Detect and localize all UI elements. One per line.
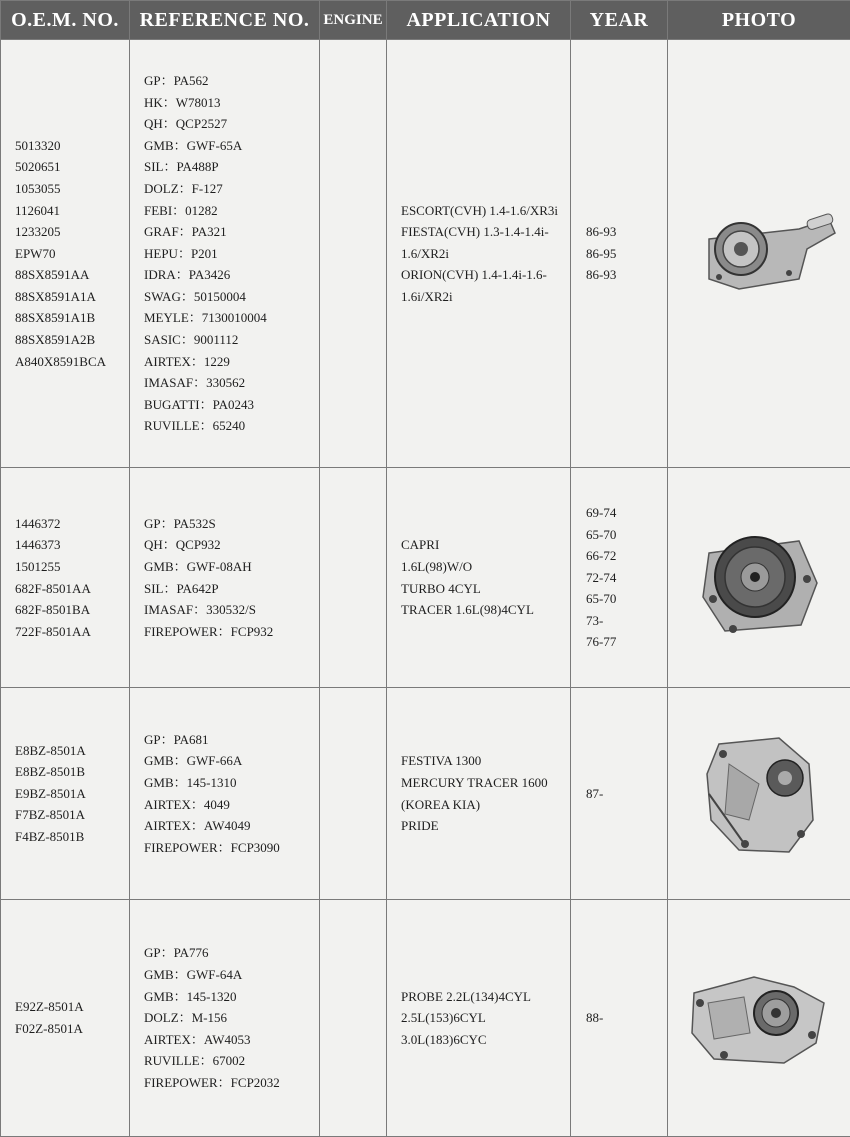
header-oem: O.E.M. NO. xyxy=(1,1,130,40)
application-text: FESTIVA 1300 xyxy=(401,750,564,772)
reference-cell xyxy=(130,688,320,900)
oem-number: 1233205 xyxy=(15,221,129,243)
engine-cell xyxy=(320,688,387,900)
reference-number: IMASAF：330532/S xyxy=(144,599,319,621)
reference-number: MEYLE：7130010004 xyxy=(144,307,319,329)
year-range: 66-72 xyxy=(586,545,667,567)
oem-number: E8BZ-8501B xyxy=(15,761,129,783)
reference-number: AIRTEX：AW4049 xyxy=(144,815,319,837)
application-text: TRACER 1.6L(98)4CYL xyxy=(401,599,564,621)
oem-number: 5013320 xyxy=(15,135,129,157)
application-text: 3.0L(183)6CYC xyxy=(401,1029,564,1051)
reference-number: DOLZ：F-127 xyxy=(144,178,319,200)
application-text: MERCURY TRACER 1600 xyxy=(401,772,564,794)
reference-number: GP：PA532S xyxy=(144,513,319,535)
reference-cell xyxy=(130,900,320,1137)
application-text: 1.6L(98)W/O xyxy=(401,556,564,578)
oem-number: E9BZ-8501A xyxy=(15,783,129,805)
reference-number: SIL：PA642P xyxy=(144,578,319,600)
year-cell xyxy=(571,900,668,1137)
oem-number: 88SX8591A2B xyxy=(15,329,129,351)
oem-cell xyxy=(1,688,130,900)
reference-number: GMB：GWF-64A xyxy=(144,964,319,986)
reference-cell xyxy=(130,40,320,468)
application-text: (KOREA KIA) xyxy=(401,794,564,816)
water-pump-photo-1 xyxy=(679,199,839,309)
reference-cell xyxy=(130,468,320,688)
year-cell xyxy=(571,688,668,900)
year-range: 86-93 xyxy=(586,264,667,286)
oem-number: F7BZ-8501A xyxy=(15,804,129,826)
photo-cell xyxy=(668,900,850,1137)
oem-number: 682F-8501BA xyxy=(15,599,129,621)
year-range: 73- xyxy=(586,610,667,632)
table-row xyxy=(1,900,850,1137)
oem-cell xyxy=(1,900,130,1137)
application-text: ORION(CVH) 1.4-1.4i-1.6-1.6i/XR2i xyxy=(401,264,564,307)
oem-number: 88SX8591A1B xyxy=(15,307,129,329)
header-year: YEAR xyxy=(571,1,668,40)
reference-number: SWAG：50150004 xyxy=(144,286,319,308)
reference-number: RUVILLE：65240 xyxy=(144,415,319,437)
reference-number: BUGATTI：PA0243 xyxy=(144,394,319,416)
engine-cell xyxy=(320,468,387,688)
reference-number: GMB：145-1320 xyxy=(144,986,319,1008)
year-cell xyxy=(571,468,668,688)
oem-number: 1446372 xyxy=(15,513,129,535)
application-cell xyxy=(387,468,571,688)
table-row xyxy=(1,40,850,468)
oem-cell xyxy=(1,40,130,468)
year-range: 65-70 xyxy=(586,588,667,610)
oem-number: 722F-8501AA xyxy=(15,621,129,643)
oem-number: 88SX8591A1A xyxy=(15,286,129,308)
oem-number: 1126041 xyxy=(15,200,129,222)
reference-number: IMASAF：330562 xyxy=(144,372,319,394)
application-text: PROBE 2.2L(134)4CYL xyxy=(401,986,564,1008)
year-range: 69-74 xyxy=(586,502,667,524)
year-range: 88- xyxy=(586,1007,667,1029)
reference-number: FEBI：01282 xyxy=(144,200,319,222)
year-range: 76-77 xyxy=(586,631,667,653)
reference-number: IDRA：PA3426 xyxy=(144,264,319,286)
year-range: 65-70 xyxy=(586,524,667,546)
reference-number: GRAF：PA321 xyxy=(144,221,319,243)
oem-number: 5020651 xyxy=(15,156,129,178)
reference-number: QH：QCP2527 xyxy=(144,113,319,135)
reference-number: AIRTEX：AW4053 xyxy=(144,1029,319,1051)
table-row xyxy=(1,468,850,688)
reference-number: SASIC：9001112 xyxy=(144,329,319,351)
oem-number: 1053055 xyxy=(15,178,129,200)
reference-number: QH：QCP932 xyxy=(144,534,319,556)
application-text: FIESTA(CVH) 1.3-1.4-1.4i-1.6/XR2i xyxy=(401,221,564,264)
year-cell xyxy=(571,40,668,468)
engine-cell xyxy=(320,900,387,1137)
reference-number: RUVILLE：67002 xyxy=(144,1050,319,1072)
reference-number: FIREPOWER：FCP3090 xyxy=(144,837,319,859)
oem-number: A840X8591BCA xyxy=(15,351,129,373)
reference-number: GMB：GWF-65A xyxy=(144,135,319,157)
application-cell xyxy=(387,688,571,900)
reference-number: GP：PA562 xyxy=(144,70,319,92)
reference-number: GMB：GWF-66A xyxy=(144,750,319,772)
oem-number: E92Z-8501A xyxy=(15,996,129,1018)
application-cell xyxy=(387,40,571,468)
photo-cell xyxy=(668,688,850,900)
header-engine: ENGINE xyxy=(320,1,387,40)
water-pump-photo-2 xyxy=(689,513,829,643)
reference-number: GMB：145-1310 xyxy=(144,772,319,794)
water-pump-photo-3 xyxy=(689,724,829,864)
header-row xyxy=(1,1,850,40)
water-pump-photo-4 xyxy=(684,963,834,1073)
oem-number: 1501255 xyxy=(15,556,129,578)
year-range: 87- xyxy=(586,783,667,805)
reference-number: SIL：PA488P xyxy=(144,156,319,178)
engine-cell xyxy=(320,40,387,468)
reference-number: GMB：GWF-08AH xyxy=(144,556,319,578)
application-text: TURBO 4CYL xyxy=(401,578,564,600)
reference-number: FIREPOWER：FCP932 xyxy=(144,621,319,643)
oem-number: EPW70 xyxy=(15,243,129,265)
header-reference: REFERENCE NO. xyxy=(130,1,320,40)
oem-number: 1446373 xyxy=(15,534,129,556)
reference-number: HK：W78013 xyxy=(144,92,319,114)
reference-number: GP：PA681 xyxy=(144,729,319,751)
reference-number: FIREPOWER：FCP2032 xyxy=(144,1072,319,1094)
header-photo: PHOTO xyxy=(668,1,850,40)
application-text: CAPRI xyxy=(401,534,564,556)
reference-number: AIRTEX：4049 xyxy=(144,794,319,816)
oem-number: F02Z-8501A xyxy=(15,1018,129,1040)
reference-number: HEPU：P201 xyxy=(144,243,319,265)
oem-number: F4BZ-8501B xyxy=(15,826,129,848)
application-text: PRIDE xyxy=(401,815,564,837)
oem-cell xyxy=(1,468,130,688)
application-cell xyxy=(387,900,571,1137)
year-range: 72-74 xyxy=(586,567,667,589)
oem-number: E8BZ-8501A xyxy=(15,740,129,762)
reference-number: AIRTEX：1229 xyxy=(144,351,319,373)
header-application: APPLICATION xyxy=(387,1,571,40)
year-range: 86-95 xyxy=(586,243,667,265)
oem-number: 88SX8591AA xyxy=(15,264,129,286)
oem-number: 682F-8501AA xyxy=(15,578,129,600)
application-text: ESCORT(CVH) 1.4-1.6/XR3i xyxy=(401,200,564,222)
year-range: 86-93 xyxy=(586,221,667,243)
application-text: 2.5L(153)6CYL xyxy=(401,1007,564,1029)
table-row xyxy=(1,688,850,900)
reference-number: DOLZ：M-156 xyxy=(144,1007,319,1029)
photo-cell xyxy=(668,40,850,468)
photo-cell xyxy=(668,468,850,688)
reference-number: GP：PA776 xyxy=(144,942,319,964)
